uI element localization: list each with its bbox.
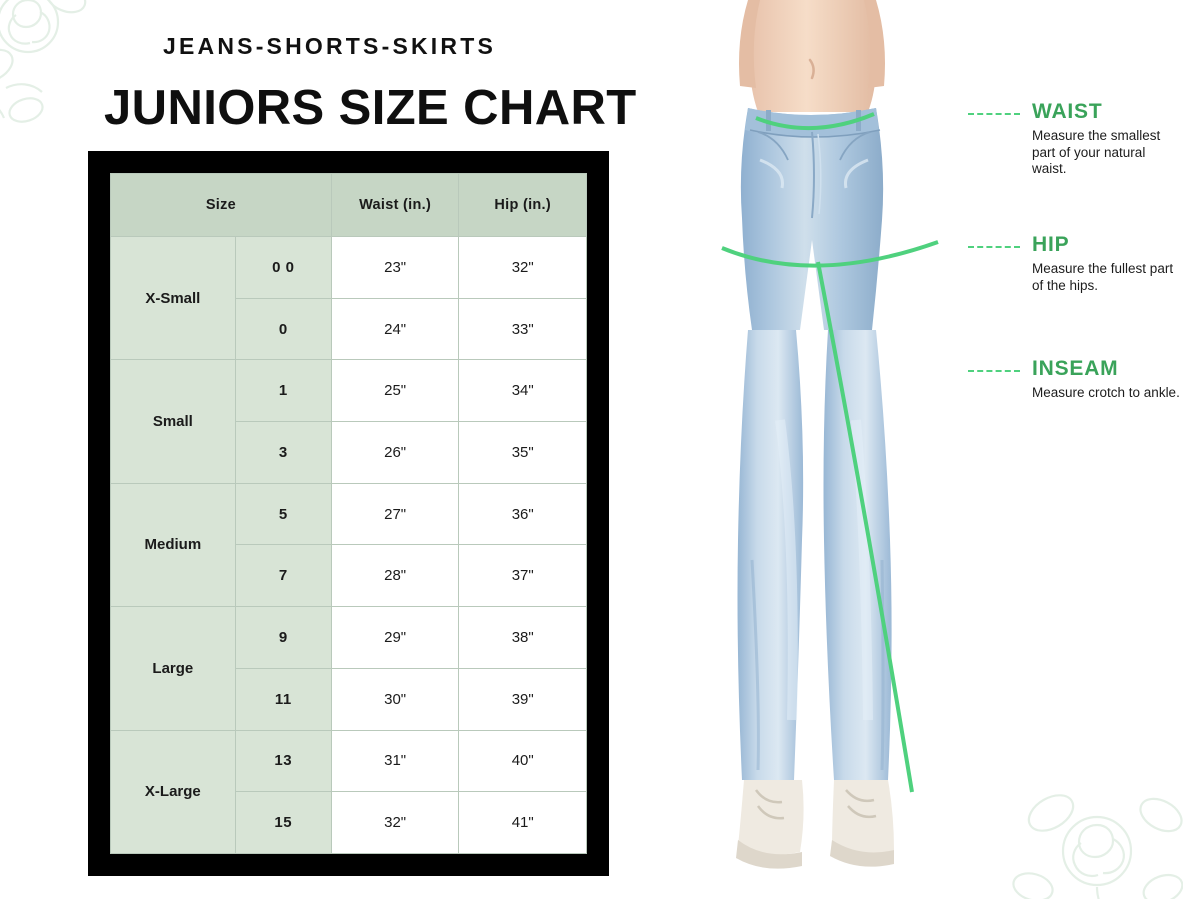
size-value: 9 xyxy=(235,607,331,669)
hip-value: 34" xyxy=(459,360,587,422)
table-row xyxy=(111,483,587,545)
size-value: 7 xyxy=(235,545,331,607)
size-group-label: Medium xyxy=(111,483,236,606)
table-header-row xyxy=(111,174,587,237)
size-value: 11 xyxy=(235,668,331,730)
hip-value: 36" xyxy=(459,483,587,545)
column-header-waist: Waist (in.) xyxy=(331,174,459,237)
model-photo xyxy=(660,0,1040,899)
size-value: 0 0 xyxy=(235,237,331,299)
callout-hip xyxy=(1032,233,1182,294)
waist-value: 31" xyxy=(331,730,459,792)
callout-inseam xyxy=(1032,357,1182,402)
size-group-label: Small xyxy=(111,360,236,483)
hip-value: 33" xyxy=(459,298,587,360)
size-value: 15 xyxy=(235,792,331,854)
waist-value: 29" xyxy=(331,607,459,669)
page-title: JUNIORS SIZE CHART xyxy=(104,81,637,135)
size-value: 1 xyxy=(235,360,331,422)
hip-value: 38" xyxy=(459,607,587,669)
callout-waist-description: Measure the smallest part of your natural waist. xyxy=(1032,128,1161,176)
hip-value: 40" xyxy=(459,730,587,792)
size-chart-table xyxy=(110,173,587,854)
waist-value: 30" xyxy=(331,668,459,730)
callout-hip-title: HIP xyxy=(1032,233,1070,256)
category-eyebrow: JEANS-SHORTS-SKIRTS xyxy=(163,33,496,59)
callout-hip-description: Measure the fullest part of the hips. xyxy=(1032,261,1174,293)
waist-value: 26" xyxy=(331,422,459,484)
size-value: 5 xyxy=(235,483,331,545)
table-row xyxy=(111,730,587,792)
hip-value: 32" xyxy=(459,237,587,299)
column-header-size: Size xyxy=(111,174,332,237)
hip-value: 39" xyxy=(459,668,587,730)
table-row xyxy=(111,607,587,669)
callout-inseam-description: Measure crotch to ankle. xyxy=(1032,385,1180,400)
callout-waist-title: WAIST xyxy=(1032,100,1103,123)
waist-value: 24" xyxy=(331,298,459,360)
waist-value: 25" xyxy=(331,360,459,422)
size-group-label: X-Small xyxy=(111,237,236,360)
size-value: 0 xyxy=(235,298,331,360)
hip-leader-line xyxy=(968,246,1020,248)
waist-value: 23" xyxy=(331,237,459,299)
size-group-label: Large xyxy=(111,607,236,730)
waist-value: 28" xyxy=(331,545,459,607)
size-group-label: X-Large xyxy=(111,730,236,854)
hip-value: 41" xyxy=(459,792,587,854)
size-chart-frame xyxy=(88,151,609,876)
hip-value: 37" xyxy=(459,545,587,607)
callout-inseam-title: INSEAM xyxy=(1032,357,1119,380)
table-row xyxy=(111,360,587,422)
size-value: 3 xyxy=(235,422,331,484)
waist-leader-line xyxy=(968,113,1020,115)
size-value: 13 xyxy=(235,730,331,792)
table-row xyxy=(111,237,587,299)
inseam-leader-line xyxy=(968,370,1020,372)
waist-value: 32" xyxy=(331,792,459,854)
hip-value: 35" xyxy=(459,422,587,484)
callout-waist xyxy=(1032,100,1182,178)
column-header-hip: Hip (in.) xyxy=(459,174,587,237)
waist-value: 27" xyxy=(331,483,459,545)
